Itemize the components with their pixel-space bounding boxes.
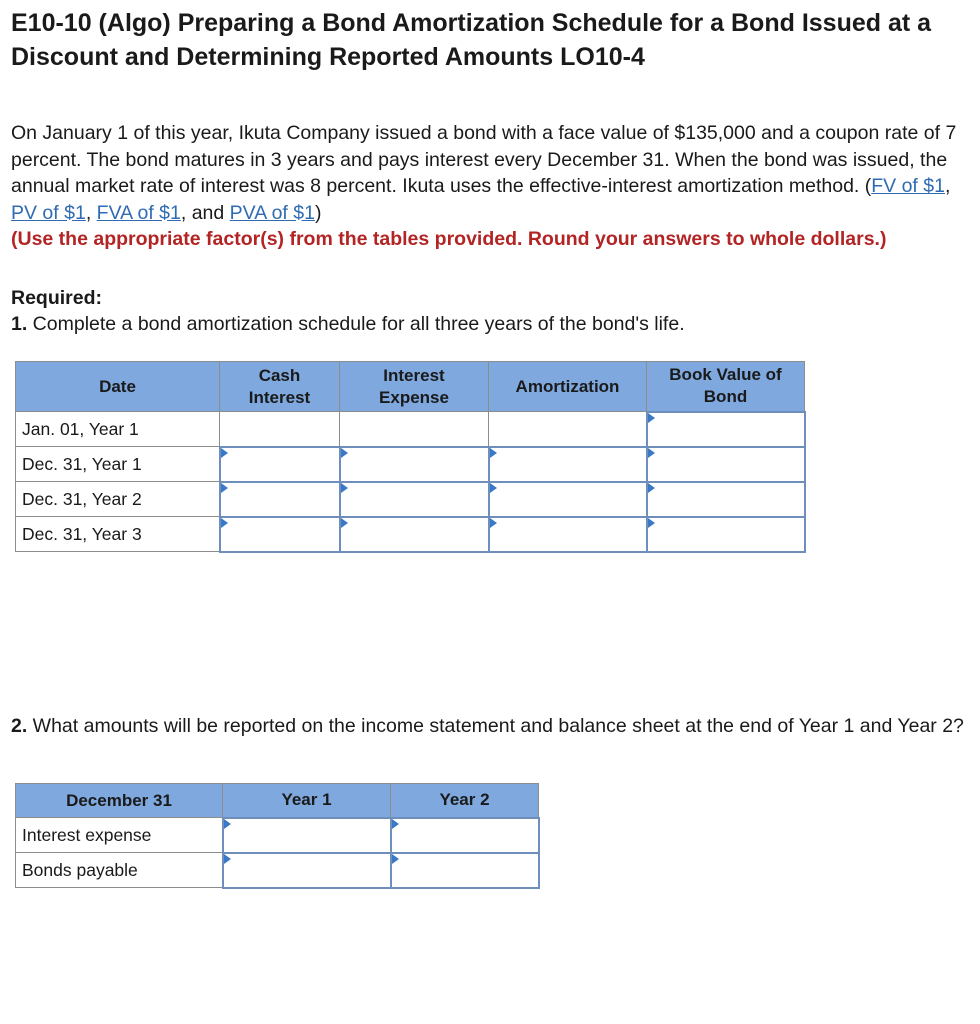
answer-input[interactable] <box>221 483 339 516</box>
answer-input[interactable] <box>224 854 390 887</box>
question-1-text: Complete a bond amortization schedule for all three years of the bond's life. <box>27 312 685 335</box>
answer-input[interactable] <box>392 819 538 852</box>
header-year-1: Year 1 <box>223 784 391 818</box>
book-value-input-y1[interactable] <box>647 447 805 482</box>
cash-interest-input-y2[interactable] <box>220 482 340 517</box>
amortization-schedule-table <box>15 361 806 553</box>
answer-input[interactable] <box>221 448 339 481</box>
input-marker-icon <box>392 819 399 829</box>
table-row <box>16 412 805 447</box>
problem-statement <box>11 120 973 253</box>
header-book-line1: Book Value of <box>669 365 782 385</box>
input-marker-icon <box>648 518 655 528</box>
header-book-line2: Bond <box>703 387 748 407</box>
header-date: Date <box>16 362 220 412</box>
cash-interest-input-y3[interactable] <box>220 517 340 552</box>
header-interest-line1: Interest <box>383 365 445 385</box>
interest-expense-input-y2[interactable] <box>340 482 489 517</box>
answer-input[interactable] <box>490 448 646 481</box>
link-separator: , <box>85 201 97 224</box>
answer-input[interactable] <box>392 854 538 887</box>
answer-input[interactable] <box>490 483 646 516</box>
input-marker-icon <box>221 483 228 493</box>
answer-input[interactable] <box>341 448 488 481</box>
table-row <box>16 818 539 853</box>
pv-table-link[interactable]: PV of $1 <box>11 201 86 224</box>
header-cash-interest <box>220 362 340 412</box>
header-cash-line1: Cash <box>258 365 301 385</box>
table-row <box>16 447 805 482</box>
fv-table-link[interactable]: FV of $1 <box>871 175 945 197</box>
answer-input[interactable] <box>341 518 488 551</box>
answer-input[interactable] <box>221 518 339 551</box>
input-marker-icon <box>221 448 228 458</box>
table-row <box>16 853 539 888</box>
input-marker-icon <box>648 448 655 458</box>
question-2 <box>11 713 973 740</box>
input-marker-icon <box>648 413 655 423</box>
input-marker-icon <box>224 819 231 829</box>
amortization-input-y2[interactable] <box>489 482 647 517</box>
answer-input[interactable] <box>648 413 804 446</box>
input-marker-icon <box>341 483 348 493</box>
problem-text: On January 1 of this year, Ikuta Company issued a bond with a face value of $135,000 and a coupon rate of 7 percent. The bond matures in 3 years and pays interest every December 31. When the bond was issued, the annual market rate of interest was 8 percent. Ikuta uses the effective-interest amortization method. ( <box>11 122 957 197</box>
answer-input[interactable] <box>648 448 804 481</box>
header-amortization: Amortization <box>489 362 647 412</box>
pva-table-link[interactable]: PVA of $1 <box>229 201 315 224</box>
link-close-paren: ) <box>314 201 322 224</box>
empty-cell <box>340 412 489 447</box>
exercise-title: E10-10 (Algo) Preparing a Bond Amortization Schedule for a Bond Issued at a Discount and Determining Reported Amounts LO10-4 <box>11 9 932 71</box>
empty-cell <box>489 412 647 447</box>
header-book-value <box>647 362 805 412</box>
input-marker-icon <box>490 483 497 493</box>
header-interest-expense <box>340 362 489 412</box>
row-label: Dec. 31, Year 1 <box>16 447 220 482</box>
book-value-input-jan01-y1[interactable] <box>647 412 805 447</box>
input-marker-icon <box>392 854 399 864</box>
question-2-text: What amounts will be reported on the income statement and balance sheet at the end of Year 1 and Year 2? <box>27 714 964 737</box>
header-december-31: December 31 <box>16 784 223 818</box>
bonds-payable-year1-input[interactable] <box>223 853 391 888</box>
interest-expense-input-y3[interactable] <box>340 517 489 552</box>
header-year-2: Year 2 <box>391 784 539 818</box>
question-1-number: 1. <box>11 312 28 335</box>
link-separator: , and <box>180 201 230 224</box>
answer-input[interactable] <box>341 483 488 516</box>
question-1 <box>11 311 973 338</box>
cash-interest-input-y1[interactable] <box>220 447 340 482</box>
question-2-number: 2. <box>11 714 28 737</box>
answer-input[interactable] <box>648 483 804 516</box>
row-label: Bonds payable <box>16 853 223 888</box>
input-marker-icon <box>341 518 348 528</box>
table-row <box>16 482 805 517</box>
interest-expense-year1-input[interactable] <box>223 818 391 853</box>
empty-cell <box>220 412 340 447</box>
row-label: Jan. 01, Year 1 <box>16 412 220 447</box>
amortization-input-y1[interactable] <box>489 447 647 482</box>
input-marker-icon <box>221 518 228 528</box>
interest-expense-year2-input[interactable] <box>391 818 539 853</box>
input-marker-icon <box>490 518 497 528</box>
input-marker-icon <box>224 854 231 864</box>
table-row <box>16 517 805 552</box>
row-label: Interest expense <box>16 818 223 853</box>
book-value-input-y2[interactable] <box>647 482 805 517</box>
input-marker-icon <box>648 483 655 493</box>
input-marker-icon <box>490 448 497 458</box>
fva-table-link[interactable]: FVA of $1 <box>96 201 181 224</box>
interest-expense-input-y1[interactable] <box>340 447 489 482</box>
row-label: Dec. 31, Year 3 <box>16 517 220 552</box>
amortization-input-y3[interactable] <box>489 517 647 552</box>
header-interest-line2: Expense <box>379 387 449 407</box>
row-label: Dec. 31, Year 2 <box>16 482 220 517</box>
input-marker-icon <box>341 448 348 458</box>
answer-input[interactable] <box>648 518 804 551</box>
bonds-payable-year2-input[interactable] <box>391 853 539 888</box>
required-heading: Required: <box>11 286 103 309</box>
link-separator: , <box>944 175 951 197</box>
answer-input[interactable] <box>224 819 390 852</box>
rounding-instruction: (Use the appropriate factor(s) from the tables provided. Round your answers to whole dollars.) <box>11 228 887 250</box>
reported-amounts-table <box>15 783 540 889</box>
header-cash-line2: Interest <box>248 387 311 407</box>
answer-input[interactable] <box>490 518 646 551</box>
exercise-page <box>11 6 973 889</box>
book-value-input-y3[interactable] <box>647 517 805 552</box>
